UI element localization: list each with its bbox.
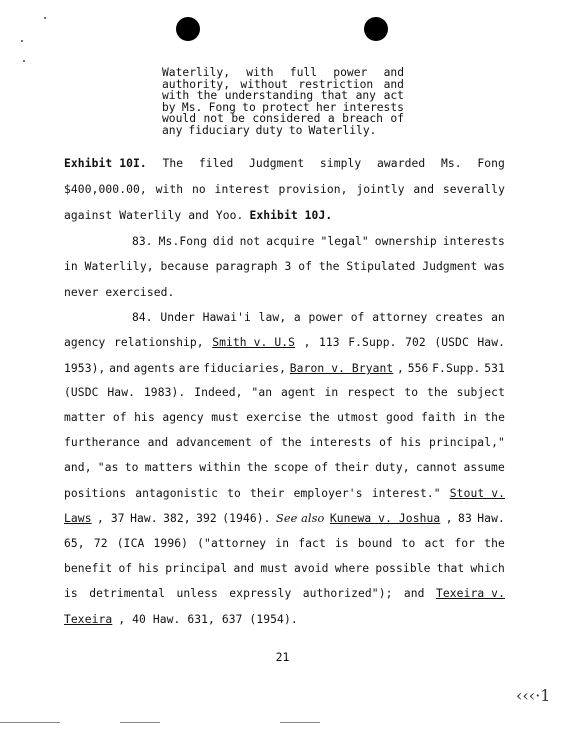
case-citation: Texeira v. <box>435 587 505 600</box>
scan-speck <box>44 17 46 19</box>
word: and <box>403 587 425 600</box>
word: advancement <box>175 436 252 449</box>
word: assume <box>463 461 505 474</box>
word: Haw. <box>107 386 136 399</box>
text-line <box>64 286 505 299</box>
word: any <box>355 89 376 103</box>
word: restriction <box>298 77 374 91</box>
word: fiduciary <box>188 123 250 137</box>
word: 1996) <box>153 537 189 550</box>
word: fact <box>298 537 326 550</box>
word: full <box>289 66 318 79</box>
word: respect <box>347 386 396 399</box>
word: is <box>64 587 78 600</box>
word: not <box>203 112 224 126</box>
word: jointly <box>356 183 405 196</box>
word: the <box>484 411 505 424</box>
word: act <box>383 89 404 103</box>
word: "legal" <box>320 235 369 248</box>
word: never exercised. <box>64 286 175 299</box>
word: a <box>327 112 335 126</box>
case-citation: Texeira <box>64 613 113 626</box>
word: Fong <box>208 100 236 114</box>
word: without <box>240 77 288 91</box>
word: Waterlily. <box>308 123 377 137</box>
word: subject <box>456 386 505 399</box>
word: his <box>138 562 160 575</box>
word: of <box>390 112 404 126</box>
word: simply <box>319 157 362 170</box>
footer-rule <box>280 722 320 723</box>
word: and <box>147 436 169 449</box>
word: , <box>397 362 404 375</box>
word: 702 <box>405 336 426 349</box>
word: agent <box>281 386 316 399</box>
text-line <box>64 386 505 399</box>
word: the <box>281 436 302 449</box>
word: a <box>293 311 301 324</box>
word: Under <box>160 311 195 324</box>
word: Stipulated <box>346 260 416 273</box>
word: his <box>400 436 422 449</box>
word: duty <box>255 123 283 137</box>
word: 83 <box>458 512 472 525</box>
word: by <box>162 100 176 114</box>
word: (1946). <box>222 512 271 525</box>
case-citation: Baron v. Bryant <box>289 362 394 375</box>
word: matters <box>144 461 194 474</box>
word: Judgment <box>249 157 305 170</box>
word: of <box>112 411 127 424</box>
word: in <box>463 411 477 424</box>
word: "as <box>97 461 119 474</box>
word: in <box>275 537 290 550</box>
word: in <box>324 386 339 399</box>
word: $400,000.00, <box>64 183 147 196</box>
word: unless <box>176 587 218 600</box>
word: to <box>227 487 241 500</box>
word: to <box>404 386 419 399</box>
word: Haw. <box>477 336 505 349</box>
word: and <box>109 362 130 375</box>
word: , <box>303 336 311 349</box>
word: "an <box>251 386 273 399</box>
word: (USDC <box>434 336 469 349</box>
word: severally <box>442 183 505 196</box>
quote-line <box>162 125 404 137</box>
word: to <box>242 100 256 114</box>
word: the <box>318 260 340 273</box>
word: not <box>239 235 261 248</box>
word: must <box>211 411 239 424</box>
text-line <box>64 157 505 170</box>
word: considered <box>252 112 321 126</box>
word: is <box>334 537 349 550</box>
word: no <box>191 183 206 196</box>
text-line <box>64 260 505 273</box>
word: to <box>288 123 303 137</box>
word: Ms. <box>181 100 203 114</box>
word: (ICA <box>116 537 145 550</box>
word: fiduciaries, <box>203 362 287 375</box>
word: bound <box>357 537 393 550</box>
word: principal <box>165 562 228 575</box>
word: the <box>246 461 268 474</box>
case-citation: Smith v. U.S <box>212 336 296 349</box>
text-line <box>64 461 505 474</box>
text-line <box>64 562 505 575</box>
word: Exhibit 10I. <box>64 157 147 170</box>
word: F.Supp. <box>432 362 481 375</box>
text-line <box>64 411 505 424</box>
word: and <box>413 183 435 196</box>
word: that <box>436 562 465 575</box>
case-citation: Laws <box>64 512 92 525</box>
text-line <box>64 311 505 324</box>
footer-rule <box>0 722 60 723</box>
text-line <box>64 336 505 349</box>
word: 1983). <box>143 386 186 399</box>
word: 113 <box>319 336 340 349</box>
text-line <box>64 362 505 375</box>
word: 392 <box>196 512 217 525</box>
quote-line <box>162 67 404 79</box>
text-line <box>64 613 505 626</box>
word: that <box>320 89 348 103</box>
word: to <box>124 461 139 474</box>
word: expressly <box>229 587 292 600</box>
text-line <box>64 537 505 550</box>
text-line <box>64 487 505 500</box>
punch-hole-left <box>176 17 200 41</box>
page-number: 21 <box>275 650 290 664</box>
word: Ms. <box>440 157 462 170</box>
word: the <box>484 537 505 550</box>
word: exercise <box>246 411 302 424</box>
word: Haw. <box>130 512 158 525</box>
word: , 37 <box>97 512 125 525</box>
word: agency <box>162 411 204 424</box>
word: faith <box>421 411 456 424</box>
word: did <box>212 235 234 248</box>
word: where <box>334 562 370 575</box>
word: Ms.Fong <box>158 235 207 248</box>
word: Haw. <box>477 512 505 525</box>
word: utmost <box>337 411 379 424</box>
word: paragraph <box>215 260 278 273</box>
scan-speck <box>23 60 25 62</box>
word: in <box>64 260 78 273</box>
word: scope <box>273 461 309 474</box>
word: must <box>260 562 288 575</box>
word: (USDC <box>64 386 99 399</box>
text-line <box>64 235 505 248</box>
word: 65, <box>64 537 85 550</box>
block-quote <box>162 67 404 137</box>
word: agency <box>64 336 106 349</box>
footer-rule <box>120 722 160 723</box>
word: any <box>162 123 183 137</box>
word: and <box>383 66 404 79</box>
word: employer's <box>293 487 363 500</box>
word: the <box>427 386 448 399</box>
word: interests <box>342 100 404 114</box>
text-line <box>64 183 505 196</box>
word: power <box>333 66 368 79</box>
word: and <box>233 562 255 575</box>
word: their <box>334 461 369 474</box>
word: authority, <box>162 77 231 91</box>
word: interests <box>309 436 372 449</box>
word: avoid <box>294 562 329 575</box>
word: understanding <box>224 89 314 103</box>
word: ("attorney <box>197 537 267 550</box>
word: detrimental <box>89 587 166 600</box>
word: cannot <box>415 461 458 474</box>
scan-speck <box>21 40 23 42</box>
word: against Waterlily and Yoo. <box>64 209 244 222</box>
word: 84. <box>132 311 153 324</box>
word: interest <box>214 183 270 196</box>
word: positions <box>64 487 127 500</box>
word: because <box>160 260 209 273</box>
word: good <box>385 411 414 424</box>
word: 83. <box>132 235 153 248</box>
word: 556 <box>407 362 429 375</box>
word: Fong <box>477 157 505 170</box>
word: would <box>162 112 197 126</box>
word: ownership <box>374 235 437 248</box>
case-citation: Stout v. <box>449 487 505 500</box>
word: was <box>484 260 505 273</box>
word: relationship, <box>113 336 204 349</box>
word: F.Supp. <box>348 336 397 349</box>
word: are <box>178 362 200 375</box>
word: of <box>259 436 274 449</box>
word: 1953), <box>64 362 106 375</box>
word: with <box>162 89 190 103</box>
word: See also <box>276 512 325 525</box>
word: an <box>491 311 505 324</box>
word: of <box>118 562 133 575</box>
word: provision, <box>278 183 348 196</box>
word: duty, <box>375 461 410 474</box>
word: furtherance <box>64 436 140 449</box>
word: of <box>298 260 313 273</box>
word: the <box>308 411 330 424</box>
word: filed <box>198 157 234 170</box>
word: possible <box>375 562 431 575</box>
word: matter <box>64 411 106 424</box>
word: to <box>401 537 416 550</box>
word: their <box>250 487 285 500</box>
word: protect <box>262 100 310 114</box>
word: Indeed, <box>194 386 243 399</box>
word: breach <box>342 112 383 126</box>
word: act <box>424 537 446 550</box>
text-line <box>64 436 505 449</box>
word: Exhibit 10J. <box>249 209 333 222</box>
word: creates <box>435 311 484 324</box>
word: law, <box>258 311 287 324</box>
word: his <box>134 411 155 424</box>
punch-hole-right <box>364 17 388 41</box>
case-citation: Kunewa v. Joshua <box>329 512 441 525</box>
word: antagonistic <box>135 487 219 500</box>
text-line <box>64 209 505 222</box>
word: 382, <box>163 512 191 525</box>
word: interest." <box>371 487 441 500</box>
word: , <box>445 512 453 525</box>
word: Waterlily, <box>162 66 231 79</box>
word: agents <box>133 362 176 375</box>
word: be <box>231 112 245 126</box>
word: acquire <box>266 235 315 248</box>
word: which <box>470 562 505 575</box>
word: her <box>316 100 337 114</box>
word: attorney <box>372 311 428 324</box>
word: awarded <box>376 157 426 170</box>
word: with <box>246 66 274 79</box>
word: Waterlily, <box>84 260 154 273</box>
text-line <box>64 587 505 600</box>
word: of <box>350 311 365 324</box>
word: 531 <box>484 362 505 375</box>
word: power <box>308 311 344 324</box>
word: 3 <box>284 260 292 273</box>
word: Hawai'i <box>202 311 251 324</box>
word: Judgment <box>422 260 478 273</box>
word: principal," <box>429 436 505 449</box>
word: authorized"); <box>302 587 393 600</box>
word: and, <box>64 461 92 474</box>
text-line <box>64 512 505 525</box>
word: 72 <box>93 537 108 550</box>
word: benefit <box>64 562 113 575</box>
word: and <box>383 77 404 91</box>
word: within <box>199 461 241 474</box>
bates-stamp: ‹‹‹·1 <box>516 686 551 705</box>
word: of <box>314 461 329 474</box>
word: with <box>155 183 184 196</box>
word: of <box>379 436 393 449</box>
word: interests <box>442 235 505 248</box>
word: for <box>454 537 476 550</box>
word: The <box>162 157 184 170</box>
word: , 40 Haw. 631, 637 (1954). <box>118 613 298 626</box>
word: the <box>196 89 218 103</box>
